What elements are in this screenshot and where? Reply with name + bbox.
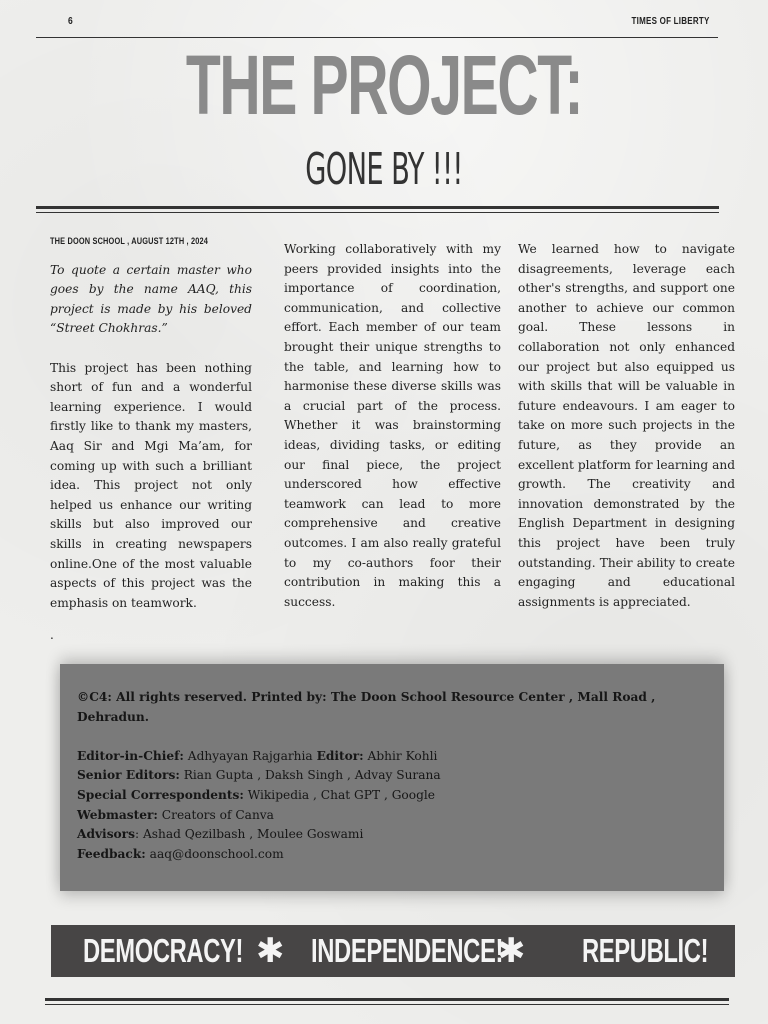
special-correspondents-label: Special Correspondents:	[77, 787, 244, 802]
advisors-label: Advisors	[77, 827, 135, 842]
editor-in-chief: Adhyayan Rajgarhia	[183, 748, 317, 763]
top-divider	[36, 206, 719, 213]
article-paragraph-2: Working collaboratively with my peers provided insights into the importance of coordination, communication, and collective effort. Each member of our team brought their unique strengths to the table, and learning how to harmonise these diverse skills was a crucial part of the process. Whether it was brainstorming ideas, dividing tasks, or editing our final piece, the project underscored how effective teamwork can lead to more comprehensive and creative outcomes. I am also really grateful to my co-authors foor their contribution in making this a success.	[284, 242, 501, 609]
trailing-mark: .	[50, 628, 54, 642]
credits-box	[60, 664, 724, 891]
subheadline: GONE BY !!!	[305, 144, 463, 195]
asterisk-icon: ✱	[256, 931, 285, 971]
article-paragraph-3: We learned how to navigate disagreements, leverage each other's strengths, and support one another to achieve our common goal. These lessons in collaboration not only enhanced our project but also equipped us with skills that will be valuable in future endeavours. I am eager to take on more such projects in the future, as they provide an excellent platform for learning and growth. The creativity and innovation demonstrated by the English Department in designing this project have been truly outstanding. Their ability to create engaging and educational assignments is appreciated.	[518, 242, 735, 609]
paper-name: TIMES OF LIBERTY	[631, 16, 710, 27]
advisors: : Ashad Qezilbash , Moulee Goswami	[134, 827, 364, 842]
page-number: 6	[68, 16, 73, 27]
editor-in-chief-label: Editor-in-Chief:	[77, 748, 184, 763]
top-bar	[36, 14, 718, 38]
headline: THE PROJECT:	[185, 38, 583, 132]
bottom-divider	[45, 998, 729, 1005]
article-paragraph-1: This project has been nothing short of fun and a wonderful learning experience. I would firstly like to thank my masters, Aaq Sir and Mgi Ma’am, for coming up with such a brilliant idea. This project not only helped us enhance our writing skills but also improved our skills in creating newspapers online.One of the most valuable aspects of this project was the emphasis on teamwork.	[50, 360, 252, 610]
feedback-email: aaq@doonschool.com	[145, 846, 284, 861]
banner-republic: REPUBLIC!	[582, 932, 709, 969]
special-correspondents: Wikipedia , Chat GPT , Google	[243, 787, 436, 802]
senior-editors: Rian Gupta , Daksh Singh , Advay Surana	[179, 768, 441, 783]
credit-senior-editors	[77, 766, 707, 786]
feedback-label: Feedback:	[77, 846, 146, 861]
webmaster-label: Webmaster:	[77, 807, 158, 822]
opening-quote: To quote a certain master who goes by the name AAQ, this project is made by his beloved “Street Chokhras.”	[50, 262, 252, 336]
webmaster: Creators of Canva	[157, 807, 274, 822]
article-column-2	[284, 240, 501, 612]
senior-editors-label: Senior Editors:	[77, 768, 180, 783]
editor: Abhir Kohli	[363, 748, 438, 763]
article-column-3	[518, 240, 735, 612]
rights-notice: ©C4: All rights reserved. Printed by: The Doon School Resource Center , Mall Road , Dehradun.	[77, 690, 656, 724]
banner-democracy: DEMOCRACY!	[83, 932, 244, 969]
editor-label: Editor:	[316, 748, 364, 763]
credit-advisors	[77, 825, 707, 845]
motto-banner	[51, 925, 735, 977]
article-column-1	[50, 232, 252, 613]
credit-editors	[77, 747, 707, 767]
credit-webmaster	[77, 806, 707, 826]
credit-feedback	[77, 845, 707, 865]
banner-independence: INDEPENDENCE!	[311, 932, 504, 969]
credit-special-correspondents	[77, 786, 707, 806]
asterisk-icon: ✱	[497, 931, 526, 971]
dateline: THE DOON SCHOOL , AUGUST 12TH , 2024	[50, 236, 209, 246]
